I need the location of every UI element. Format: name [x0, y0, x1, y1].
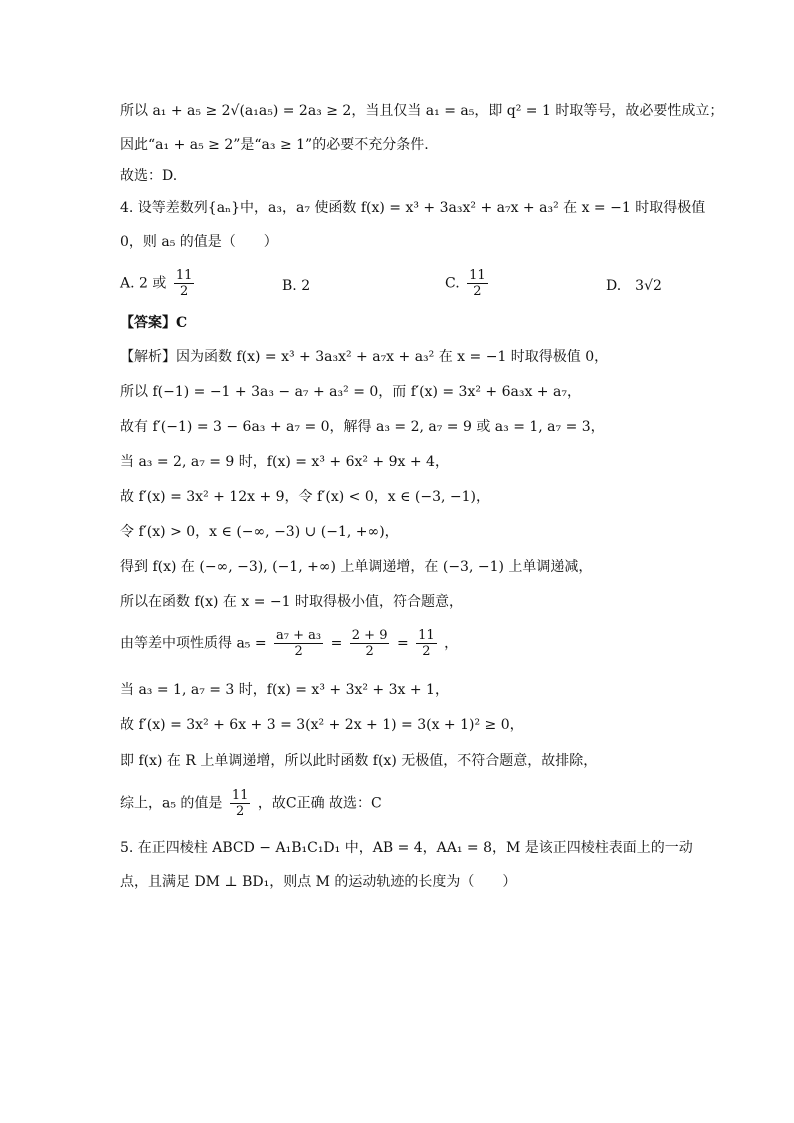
fraction-denominator: 2: [365, 644, 374, 659]
solution-line-10: 当 a₃ = 1, a₇ = 3 时，f(x) = x³ + 3x² + 3x + 1，: [120, 682, 449, 698]
fraction-denominator: 2: [294, 644, 303, 659]
fraction-denominator: 2: [422, 644, 431, 659]
solution-line-8: 所以在函数 f(x) 在 x = −1 时取得极小值，符合题意，: [120, 594, 463, 610]
fraction-numerator: 11: [418, 628, 435, 643]
fraction-denominator: 2: [179, 284, 189, 299]
question-4-line-1: 4. 设等差数列{aₙ}中，a₃，a₇ 使函数 f(x) = x³ + 3a₃x² + a₇x + a₃² 在 x = −1 时取得极值: [120, 200, 706, 216]
text-line-3: 故选：D.: [120, 168, 178, 184]
question-5-line-2: 点，且满足 DM ⊥ BD₁，则点 M 的运动轨迹的长度为（ ）: [120, 874, 517, 890]
solution-line-7: 得到 f(x) 在 (−∞, −3), (−1, +∞) 上单调递增，在 (−3, −1) 上单调递减，: [120, 559, 593, 575]
option-c-label: C.: [445, 275, 460, 292]
solution-line-5: 故 f′(x) = 3x² + 12x + 9，令 f′(x) < 0，x ∈ (−3, −1)，: [120, 489, 490, 505]
solution-line-11: 故 f′(x) = 3x² + 6x + 3 = 3(x² + 2x + 1) = 3(x + 1)² ≥ 0，: [120, 717, 524, 733]
solution-line-9-prefix: 由等差中项性质得 a₅ =: [120, 635, 267, 652]
fraction-3: [416, 628, 437, 659]
solution-line-9: [120, 628, 458, 659]
fraction-numerator: 11: [231, 788, 249, 803]
solution-line-13: [120, 788, 382, 819]
option-a-label: A. 2 或: [120, 275, 167, 292]
fraction-denominator: 2: [473, 284, 482, 299]
solution-line-9-end: ，: [444, 635, 459, 652]
fraction-numerator: a₇ + a₃: [276, 628, 322, 643]
fraction-numerator: 11: [469, 268, 486, 283]
option-a-fraction: [174, 268, 195, 299]
option-d: D. 3√2: [606, 278, 662, 294]
option-b: B. 2: [282, 278, 311, 294]
fraction-1: [274, 628, 323, 659]
answer-line: 【答案】C: [120, 315, 188, 331]
fraction-denominator: 2: [236, 804, 245, 819]
question-4-line-2: 0，则 a₅ 的值是（ ）: [120, 234, 278, 250]
solution-line-1: 【解析】因为函数 f(x) = x³ + 3a₃x² + a₇x + a₃² 在 x = −1 时取得极值 0，: [120, 349, 609, 365]
text-line-1: 所以 a₁ + a₅ ≥ 2√(a₁a₅) = 2a₃ ≥ 2，当且仅当 a₁ = a₅，即 q² = 1 时取等号，故必要性成立；: [120, 103, 724, 119]
solution-line-13-end: ，故C正确 故选：C: [257, 795, 382, 812]
question-5-line-1: 5. 在正四棱柱 ABCD − A₁B₁C₁D₁ 中，AB = 4，AA₁ = 8，M 是该正四棱柱表面上的一动: [120, 840, 693, 856]
solution-line-4: 当 a₃ = 2, a₇ = 9 时，f(x) = x³ + 6x² + 9x + 4，: [120, 454, 449, 470]
fraction-numerator: 11: [175, 268, 193, 283]
equals-sign: =: [330, 635, 343, 652]
fraction-numerator: 2 + 9: [351, 628, 388, 643]
fraction-4: [230, 788, 251, 819]
solution-line-12: 即 f(x) 在 R 上单调递增，所以此时函数 f(x) 无极值，不符合题意，故排除，: [120, 753, 598, 769]
option-a: [120, 268, 197, 299]
option-c: [445, 268, 491, 299]
solution-line-6: 令 f′(x) > 0，x ∈ (−∞, −3) ∪ (−1, +∞)，: [120, 524, 399, 540]
option-c-fraction: [467, 268, 488, 299]
equals-sign: =: [396, 635, 409, 652]
solution-line-13-prefix: 综上，a₅ 的值是: [120, 795, 223, 812]
solution-line-2: 所以 f(−1) = −1 + 3a₃ − a₇ + a₃² = 0，而 f′(x) = 3x² + 6a₃x + a₇，: [120, 384, 581, 400]
solution-line-3: 故有 f′(−1) = 3 − 6a₃ + a₇ = 0，解得 a₃ = 2, a₇ = 9 或 a₃ = 1, a₇ = 3，: [120, 419, 605, 435]
text-line-2: 因此“a₁ + a₅ ≥ 2”是“a₃ ≥ 1”的必要不充分条件.: [120, 137, 429, 153]
fraction-2: [350, 628, 390, 659]
